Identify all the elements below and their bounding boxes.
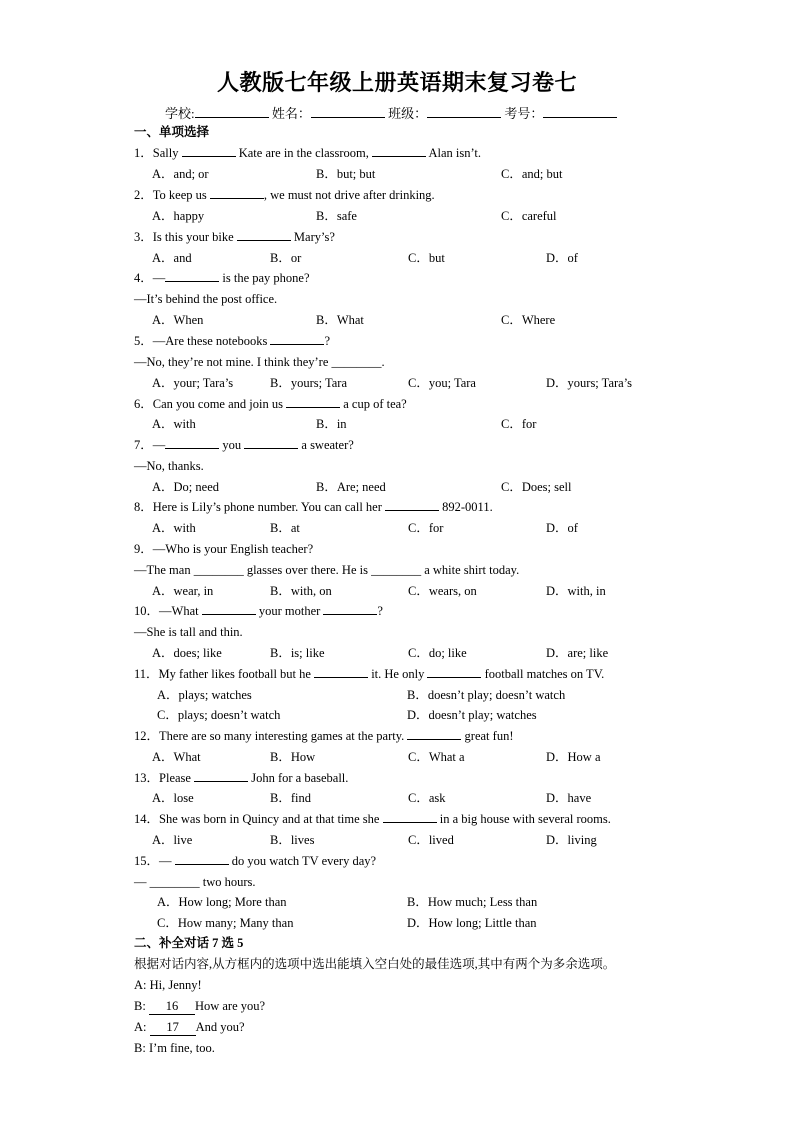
answer-blank[interactable]: [210, 187, 264, 199]
stem-text: —Are these notebooks: [152, 334, 271, 348]
question-extra-line: —No, they’re not mine. I think they’re ________.: [134, 355, 385, 369]
option-b[interactable]: B．safe: [316, 209, 357, 223]
name-label: 姓名：: [271, 106, 311, 121]
option-c[interactable]: C．for: [501, 417, 537, 431]
option-d[interactable]: D．How long; Little than: [407, 916, 537, 930]
stem-text: do you watch TV every day?: [228, 854, 377, 868]
option-a[interactable]: A．lose: [152, 791, 194, 805]
speaker-label: A:: [134, 1020, 147, 1034]
stem-text: Mary’s?: [290, 230, 335, 244]
option-d[interactable]: D．with, in: [546, 584, 606, 598]
stem-text: —: [152, 438, 166, 452]
question-stem: [134, 853, 376, 869]
question-number: 4．: [134, 271, 153, 285]
stem-text: Please: [159, 771, 195, 785]
stem-text: —: [159, 854, 175, 868]
answer-blank[interactable]: [372, 145, 426, 157]
option-c[interactable]: C．lived: [408, 833, 454, 847]
dialogue-line: [134, 998, 265, 1015]
option-d[interactable]: D．doesn’t play; watches: [407, 708, 537, 722]
question-number: 2．: [134, 188, 153, 202]
option-c[interactable]: C．How many; Many than: [157, 916, 294, 930]
option-c[interactable]: C．you; Tara: [408, 376, 476, 390]
option-b[interactable]: B．is; like: [270, 646, 325, 660]
answer-blank[interactable]: [165, 437, 219, 449]
option-c[interactable]: C．wears, on: [408, 584, 477, 598]
stem-text: ?: [377, 604, 383, 618]
question-extra-line: —The man ________ glasses over there. He is ________ a white shirt today.: [134, 563, 520, 577]
question-stem: [134, 396, 407, 412]
answer-blank[interactable]: [270, 333, 324, 345]
option-c[interactable]: C．plays; doesn’t watch: [157, 708, 281, 722]
option-c[interactable]: C．but: [408, 251, 445, 265]
section2-title: 二、补全对话 7 选 5: [134, 936, 244, 950]
school-blank[interactable]: [195, 105, 269, 118]
option-d[interactable]: D．of: [546, 521, 578, 535]
dialogue-blank-16[interactable]: 16: [149, 998, 195, 1015]
question-stem: [134, 603, 383, 619]
question-number: 7．: [134, 438, 153, 452]
question-stem: [134, 229, 335, 245]
question-stem: [134, 770, 348, 786]
stem-text: football matches on TV.: [481, 667, 605, 681]
option-b[interactable]: B．at: [270, 521, 300, 535]
question-number: 14．: [134, 812, 160, 826]
speaker-label: B:: [134, 1041, 146, 1055]
dialogue-text: I’m fine, too.: [145, 1041, 215, 1055]
option-c[interactable]: C．Does; sell: [501, 480, 572, 494]
question-stem: [134, 728, 513, 744]
stem-text: Can you come and join us: [152, 397, 287, 411]
question-stem: [134, 499, 493, 515]
question-stem: [134, 666, 604, 682]
option-a[interactable]: A．What: [152, 750, 201, 764]
option-a[interactable]: A．How long; More than: [157, 895, 287, 909]
dialogue-line: [134, 1019, 245, 1036]
option-a[interactable]: A．and; or: [152, 167, 209, 181]
stem-text: you: [219, 438, 245, 452]
question-stem: [134, 811, 611, 827]
option-b[interactable]: B．with, on: [270, 584, 332, 598]
option-d[interactable]: D．yours; Tara’s: [546, 376, 633, 390]
stem-text: She was born in Quincy and at that time she: [159, 812, 383, 826]
dialogue-line: [134, 1040, 215, 1056]
stem-text: ?: [324, 334, 331, 348]
answer-blank[interactable]: [314, 666, 368, 678]
option-b[interactable]: B．in: [316, 417, 347, 431]
dialogue-text: How are you?: [194, 999, 266, 1013]
stem-text: Kate are in the classroom,: [235, 146, 373, 160]
question-stem: [134, 145, 481, 161]
answer-blank[interactable]: [237, 229, 291, 241]
answer-blank[interactable]: [244, 437, 298, 449]
dialogue-blank-17[interactable]: 17: [150, 1019, 196, 1036]
speaker-label: B:: [134, 999, 146, 1013]
stem-text: is the pay phone?: [219, 271, 310, 285]
option-a[interactable]: A．live: [152, 833, 193, 847]
answer-blank[interactable]: [175, 853, 229, 865]
option-a[interactable]: A．happy: [152, 209, 205, 223]
option-d[interactable]: D．of: [546, 251, 578, 265]
answer-blank[interactable]: [427, 666, 481, 678]
answer-blank[interactable]: [165, 270, 219, 282]
stem-text: Here is Lily’s phone number. You can call her: [152, 500, 386, 514]
answer-blank[interactable]: [323, 603, 377, 615]
stem-text: —What: [159, 604, 202, 618]
option-d[interactable]: D．living: [546, 833, 597, 847]
question-stem: [134, 270, 310, 286]
stem-text: it. He only: [368, 667, 428, 681]
answer-blank[interactable]: [194, 770, 248, 782]
option-a[interactable]: A．your; Tara’s: [152, 376, 234, 390]
question-stem: [134, 541, 313, 557]
option-a[interactable]: A．When: [152, 313, 204, 327]
answer-blank[interactable]: [385, 499, 439, 511]
option-b[interactable]: B．lives: [270, 833, 315, 847]
stem-text: your mother: [255, 604, 324, 618]
option-d[interactable]: D．have: [546, 791, 592, 805]
question-stem: [134, 437, 354, 453]
stem-text: 892-0011.: [439, 500, 493, 514]
stem-text: Is this your bike: [152, 230, 237, 244]
option-d[interactable]: D．are; like: [546, 646, 609, 660]
stem-text: Alan isn’t.: [426, 146, 481, 160]
question-extra-line: —It’s behind the post office.: [134, 292, 278, 306]
exam-number-blank[interactable]: [543, 105, 617, 118]
stem-text: , we must not drive after drinking.: [263, 188, 435, 202]
stem-text: To keep us: [152, 188, 210, 202]
dialogue-text: Hi, Jenny!: [146, 978, 202, 992]
question-number: 11．: [134, 667, 159, 681]
answer-blank[interactable]: [182, 145, 236, 157]
name-blank[interactable]: [311, 105, 385, 118]
option-b[interactable]: B．but; but: [316, 167, 376, 181]
header-fields: [165, 103, 617, 122]
option-c[interactable]: C．careful: [501, 209, 557, 223]
option-c[interactable]: C．and; but: [501, 167, 563, 181]
section2-instruction: 根据对话内容,从方框内的选项中选出能填入空白处的最佳选项,其中有两个为多余选项。: [134, 957, 616, 971]
option-b[interactable]: B．How much; Less than: [407, 895, 538, 909]
question-number: 1．: [134, 146, 153, 160]
question-number: 6．: [134, 397, 153, 411]
option-a[interactable]: A．wear, in: [152, 584, 214, 598]
option-a[interactable]: A．and: [152, 251, 192, 265]
question-number: 3．: [134, 230, 153, 244]
speaker-label: A:: [134, 978, 147, 992]
question-extra-line: — ________ two hours.: [134, 875, 256, 889]
question-stem: [134, 187, 435, 203]
option-c[interactable]: C．What a: [408, 750, 465, 764]
stem-text: great fun!: [461, 729, 514, 743]
question-number: 15．: [134, 854, 160, 868]
dialogue-text: And you?: [195, 1020, 245, 1034]
answer-blank[interactable]: [286, 396, 340, 408]
stem-text: Sally: [152, 146, 182, 160]
exam-number-label: 考号：: [504, 106, 544, 121]
question-number: 8．: [134, 500, 153, 514]
stem-text: John for a baseball.: [248, 771, 349, 785]
option-a[interactable]: A．plays; watches: [157, 688, 252, 702]
option-a[interactable]: A．does; like: [152, 646, 222, 660]
question-stem: [134, 333, 330, 349]
class-blank[interactable]: [427, 105, 501, 118]
question-number: 13．: [134, 771, 160, 785]
question-number: 9．: [134, 542, 153, 556]
option-b[interactable]: B．yours; Tara: [270, 376, 348, 390]
question-number: 5．: [134, 334, 153, 348]
stem-text: —Who is your English teacher?: [152, 542, 314, 556]
page-title: 人教版七年级上册英语期末复习卷七: [216, 70, 577, 95]
option-b[interactable]: B．How: [270, 750, 316, 764]
stem-text: a cup of tea?: [340, 397, 407, 411]
option-d[interactable]: D．How a: [546, 750, 601, 764]
school-label: 学校:: [165, 106, 195, 121]
option-b[interactable]: B．doesn’t play; doesn’t watch: [407, 688, 566, 702]
option-c[interactable]: C．Where: [501, 313, 556, 327]
question-number: 12．: [134, 729, 160, 743]
question-number: 10．: [134, 604, 160, 618]
option-a[interactable]: A．with: [152, 417, 196, 431]
option-a[interactable]: A．with: [152, 521, 196, 535]
question-extra-line: —No, thanks.: [134, 459, 204, 473]
option-c[interactable]: C．ask: [408, 791, 446, 805]
stem-text: My father likes football but he: [158, 667, 315, 681]
stem-text: There are so many interesting games at the party.: [159, 729, 408, 743]
option-b[interactable]: B．find: [270, 791, 311, 805]
dialogue-line: [134, 977, 202, 993]
question-extra-line: —She is tall and thin.: [134, 625, 243, 639]
answer-blank[interactable]: [407, 728, 461, 740]
option-a[interactable]: A．Do; need: [152, 480, 219, 494]
stem-text: a sweater?: [298, 438, 354, 452]
option-b[interactable]: B．Are; need: [316, 480, 386, 494]
stem-text: in a big house with several rooms.: [436, 812, 611, 826]
option-b[interactable]: B．or: [270, 251, 302, 265]
option-c[interactable]: C．for: [408, 521, 444, 535]
section1-title: 一、单项选择: [134, 125, 210, 139]
class-label: 班级：: [388, 106, 428, 121]
stem-text: —: [152, 271, 166, 285]
option-b[interactable]: B．What: [316, 313, 364, 327]
option-c[interactable]: C．do; like: [408, 646, 467, 660]
answer-blank[interactable]: [202, 603, 256, 615]
answer-blank[interactable]: [383, 811, 437, 823]
